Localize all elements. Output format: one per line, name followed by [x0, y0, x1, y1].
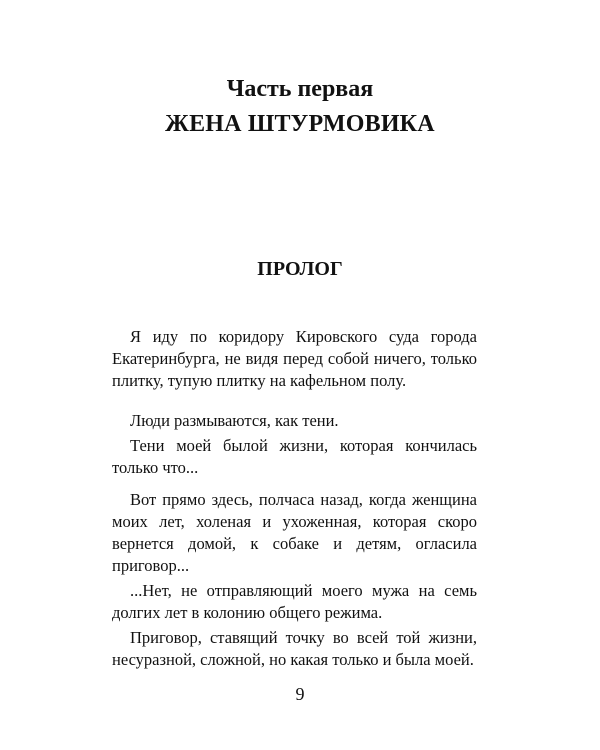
part-title: ЖЕНА ШТУРМОВИКА [165, 111, 435, 137]
text-block-1 [112, 326, 477, 392]
text-block-2 [112, 410, 477, 479]
paragraph: Люди размываются, как тени. [130, 411, 339, 430]
paragraph: Тени моей былой жизни, которая кончилась только что... [112, 436, 477, 477]
chapter-title: ПРОЛОГ [257, 258, 343, 280]
paragraph: Приговор, ставящий точку во всей той жизни, несуразной, сложной, но какая только и была моей. [112, 628, 477, 669]
paragraph: ...Нет, не отправляющий моего мужа на семь долгих лет в колонию общего режима. [112, 581, 477, 622]
paragraph: Я иду по коридору Кировского суда города Екатеринбурга, не видя перед собой ничего, только плитку, тупую плитку на кафельном полу. [112, 327, 477, 390]
text-block-3 [112, 489, 477, 671]
page-number: 9 [295, 684, 305, 704]
paragraph: Вот прямо здесь, полчаса назад, когда женщина моих лет, холеная и ухоженная, которая скоро вернется домой, к собаке и детям, огласила приговор... [112, 490, 477, 575]
part-label: Часть первая [226, 76, 374, 102]
